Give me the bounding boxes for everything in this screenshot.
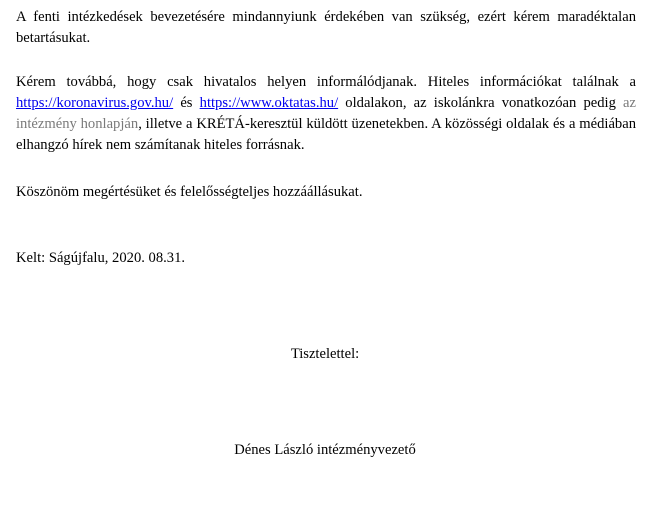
paragraph2-text-2: oldalakon, az iskolánkra vonatkozóan pedig <box>338 95 624 111</box>
salutation: Tisztelettel: <box>290 346 360 362</box>
institution-website-text: az intézmény honlapján <box>16 95 636 132</box>
oktatas-link[interactable]: https://www.oktatas.hu/ <box>199 95 339 111</box>
paragraph2-and: és <box>173 95 200 111</box>
paragraph-official-sources <box>16 72 636 156</box>
paragraph2-text-3: , illetve a KRÉTÁ-keresztül küldött üzenetekben. A közösségi oldalak és a médiában elhangzó hírek nem számítanak hiteles forrásnak. <box>16 116 636 153</box>
date-line: Kelt: Ságújfalu, 2020. 08.31. <box>16 250 186 266</box>
paragraph-thanks: Köszönöm megértésüket és felelősségteljes hozzáállásukat. <box>16 184 363 200</box>
koronavirus-link[interactable]: https://koronavirus.gov.hu/ <box>16 95 174 111</box>
signature: Dénes László intézményvezető <box>234 442 416 458</box>
paragraph-measures: A fenti intézkedések bevezetésére mindannyiunk érdekében van szükség, ezért kérem maradéktalan betartásukat. <box>16 9 636 46</box>
paragraph2-text-1: Kérem továbbá, hogy csak hivatalos helyen informálódjanak. Hiteles információkat találnak a <box>16 74 636 90</box>
